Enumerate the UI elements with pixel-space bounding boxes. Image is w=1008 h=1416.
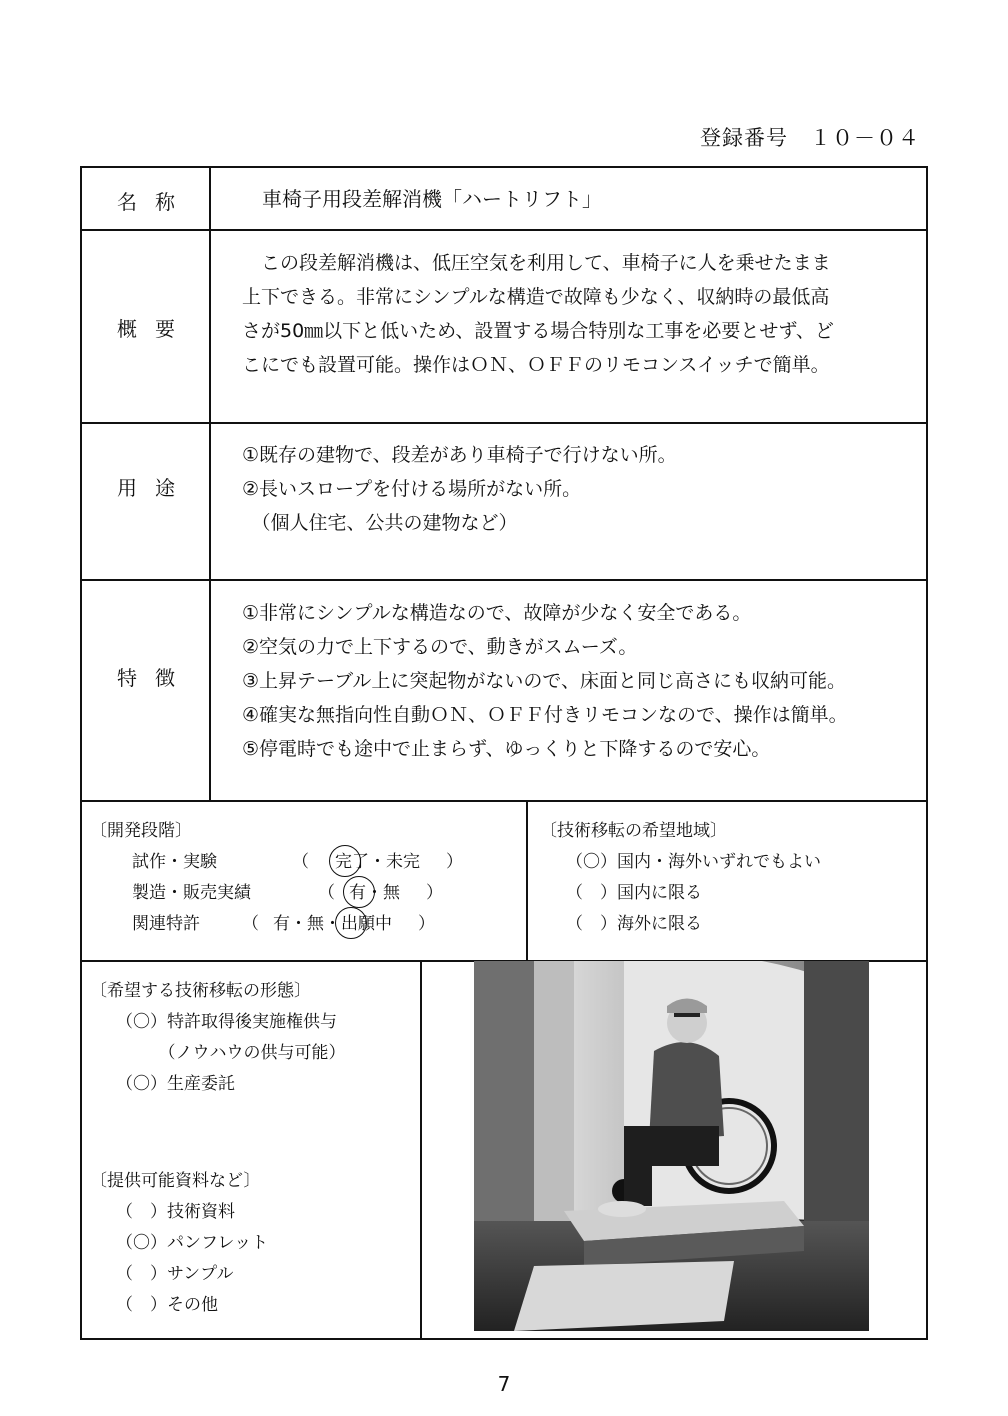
uses-text <box>242 438 677 540</box>
region-option: （ ）海外に限る <box>566 914 702 934</box>
transfer-form-option: （〇）生産委託 <box>116 1074 235 1094</box>
transfer-form-section <box>90 976 346 1100</box>
overview-line: こにでも設置可能。操作はＯＮ、ＯＦＦのリモコンスイッチで簡単。 <box>242 354 830 376</box>
materials-heading: 〔提供可能資料など〕 <box>90 1171 261 1191</box>
region-section <box>540 816 821 940</box>
uses-line: ②長いスロープを付ける場所がない所。 <box>242 478 582 500</box>
circled-choice: 有 <box>349 878 366 909</box>
circled-choice: 完了 <box>335 847 369 878</box>
features-line: ⑤停電時でも途中で止まらず、ゆっくりと下降するので安心。 <box>242 738 771 760</box>
overview-line: 上下できる。非常にシンプルな構造で故障も少なく、収納時の最低高 <box>242 286 830 308</box>
features-text <box>242 596 848 766</box>
row-divider <box>82 800 928 802</box>
region-option: （〇）国内・海外いずれでもよい <box>566 852 821 872</box>
features-line: ④確実な無指向性自動ＯＮ、ＯＦＦ付きリモコンなので、操作は簡単。 <box>242 704 848 726</box>
transfer-form-option: （ノウハウの供与可能） <box>116 1043 346 1063</box>
materials-option: （ ）その他 <box>116 1295 218 1315</box>
product-photo <box>474 961 869 1331</box>
uses-line: ①既存の建物で、段差があり車椅子で行けない所。 <box>242 444 677 466</box>
features-line: ①非常にシンプルな構造なので、故障が少なく安全である。 <box>242 602 752 624</box>
overview-line: さが50㎜以下と低いため、設置する場合特別な工事を必要とせず、ど <box>242 320 834 342</box>
transfer-form-heading: 〔希望する技術移転の形態〕 <box>90 981 311 1001</box>
section-divider <box>420 960 422 1340</box>
features-line: ③上昇テーブル上に突起物がないので、床面と同じ高さにも収納可能。 <box>242 670 846 692</box>
materials-option: （ ）技術資料 <box>116 1202 235 1222</box>
uses-label: 用途 <box>117 476 193 500</box>
development-section <box>90 816 463 940</box>
product-name: 車椅子用段差解消機「ハートリフト」 <box>262 187 602 211</box>
name-label: 名称 <box>117 190 193 214</box>
overview-text <box>242 246 834 382</box>
page-number: 7 <box>497 1372 511 1396</box>
spec-table <box>80 166 928 1340</box>
materials-option: （ ）サンプル <box>116 1264 234 1284</box>
region-option: （ ）国内に限る <box>566 883 702 903</box>
region-heading: 〔技術移転の希望地域〕 <box>540 821 727 841</box>
transfer-form-option: （〇）特許取得後実施権供与 <box>116 1012 337 1032</box>
section-divider <box>526 800 528 960</box>
uses-line: （個人住宅、公共の建物など） <box>242 512 518 534</box>
registration-number: 登録番号 １０－０４ <box>700 126 920 150</box>
features-label: 特徴 <box>117 666 193 690</box>
features-line: ②空気の力で上下するので、動きがスムーズ。 <box>242 636 638 658</box>
overview-label: 概要 <box>117 317 193 341</box>
materials-section <box>90 1166 268 1321</box>
development-row: 関連特許 （ 有・無・ 出願中 ） <box>90 909 463 940</box>
development-heading: 〔開発段階〕 <box>90 821 192 841</box>
overview-line: この段差解消機は、低圧空気を利用して、車椅子に人を乗せたまま <box>242 252 831 274</box>
wheelchair-lift-photo <box>474 961 869 1331</box>
development-row: 製造・販売実績 （ 有 ・ 無 ） <box>90 878 463 909</box>
materials-option: （〇）パンフレット <box>116 1233 269 1253</box>
circled-choice: 出願中 <box>341 909 392 940</box>
development-row: 試作・実験 （ 完了 ・ 未完 ） <box>90 847 463 878</box>
